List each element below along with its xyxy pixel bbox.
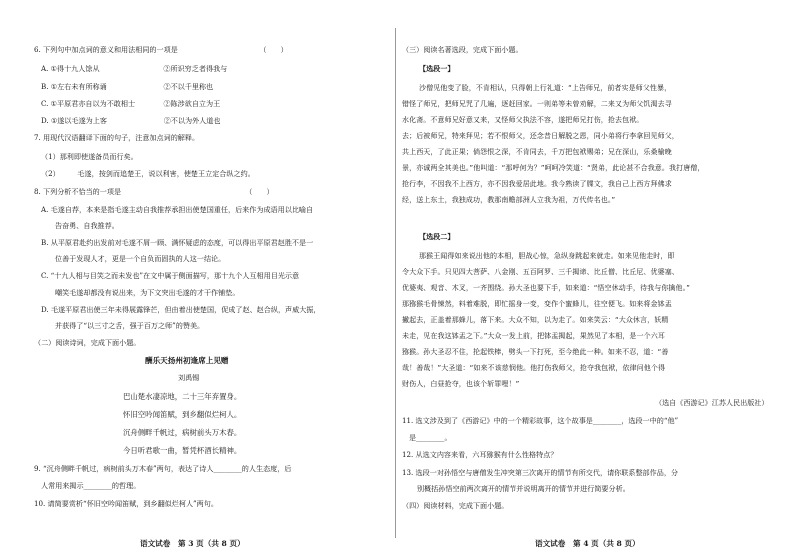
- excerpt-2-line: 令大众下手。只见四大菩萨、八金刚、五百阿罗、三千揭谛、比丘僧、比丘尼、优婆塞、: [402, 268, 679, 276]
- excerpt-1-label: 【选段一】: [419, 64, 455, 73]
- q6-stem: 6. 下列句中加点词的意义和用法相同的一项是 （ ）: [34, 45, 288, 54]
- q11-line-2: 是________。: [409, 433, 452, 442]
- excerpt-2-line: 撇起去，正盖着那蜂儿，落下来。大众不知，以为走了。如来笑云：“大众休言，妖精: [402, 316, 669, 324]
- q10-stem: 10. 请简要赏析“怀旧空吟闻笛赋，到乡翻似烂柯人”两句。: [34, 499, 218, 508]
- excerpt-2-line: 那猕猴毛骨悚然，料着难脱，即忙摇身一变，变作个蜜蜂儿，往空便飞。如来将金钵盂: [402, 300, 672, 308]
- q8-option-c-line1: C. “十九人相与目笑之而未发也”在文中属于侧面描写，那十九个人互相用目光示意: [41, 271, 300, 280]
- section-2-heading: （二）阅读诗词，完成下面小题。: [34, 338, 141, 347]
- q8-option-c-line2: 嘲笑毛遂却都没有说出来，为下文突出毛遂的才干作铺垫。: [55, 288, 240, 297]
- section-4-heading: （四）阅读材料，完成下面小题。: [402, 501, 509, 510]
- q8-option-b-line2: 位善于发现人才，更是一个自负而固执的人这一结论。: [55, 254, 226, 263]
- section-3-heading: （三）阅读名著选段，完成下面小题。: [402, 45, 523, 54]
- excerpt-2-line: 财伤人，白昼抢夺，也该个斩罪哩！”: [402, 380, 520, 388]
- page-footer-3: 语文试卷 第 3 页（共 8 页）: [140, 539, 245, 548]
- poem-line-4: 今日听君歌一曲，暂凭杯酒长精神。: [123, 446, 242, 455]
- excerpt-1-line: 抢行李，不因我不上西方，亦不因我爱居此地。我今熟读了牒文，我自己上西方拜佛求: [402, 180, 672, 188]
- q8-option-a-line1: A. 毛遂自荐，本来是指毛遂主动自我推荐承担出使楚国重任，后来作为成语用以比喻自: [41, 205, 314, 214]
- excerpt-2-line: 优婆夷、观音、木叉，一齐围绕。孙大圣也要下手，如来道：“悟空休动手，待我与你擒他。”: [402, 284, 690, 292]
- excerpt-1-line: 水化斋。不意师兄好意又来，又怪师父执法不容，遂把师兄打伤，抢去包袱。: [402, 116, 644, 124]
- excerpt-2-line: 那猴王闻得如来说出他的本相，胆战心惊，急纵身跳起来就走。如来见他走时，即: [419, 252, 675, 260]
- excerpt-2-line: 哉！善哉！”大圣道：“如来不该慈悯他。他打伤我师父，抢夺我包袱，依律问他个得: [402, 364, 666, 372]
- poem-line-3: 沉舟侧畔千帆过，病树前头万木春。: [123, 428, 242, 437]
- excerpt-1-line: 沙僧见他变了脸，不肯相认，只得朝上行礼道：“上告师兄，前者实是师父性暴，: [419, 84, 672, 92]
- excerpt-2-line: 未走，见在我这钵盂之下。”大众一发上前，把钵盂揭起，果然见了本相，是一个六耳: [402, 332, 665, 340]
- q8-option-a-line2: 告奋勇、自我推荐。: [55, 221, 119, 230]
- excerpt-1-line: 经，送上东土，我独成功，教那南赡部洲人立我为祖，万代传名也。”: [402, 196, 616, 204]
- q6-option-a: A. ①得十九人馀从 ②所识穷乏者得我与: [41, 64, 228, 73]
- q13-line-1: 13. 选段一对孙悟空与唐僧发生冲突第三次离开的情节有所交代，请你联系整部作品，分: [402, 468, 679, 477]
- exam-page-4: [397, 0, 794, 560]
- q11-line-1: 11. 选文涉及到了《西游记》中的一个精彩故事，这个故事是________，选段一中的“他”: [402, 416, 679, 425]
- excerpt-1-line: 去；后被师兄，特来拜见；若不恨师父，还念昔日解脱之恩，同小弟将行李拿回见师父，: [402, 132, 679, 140]
- page-divider: [395, 28, 396, 538]
- excerpt-1-line: 景，亦诚两全其美也。”他叫道：“那呼何为？”呵呵冷笑道：“贤弟，此论甚不合我意。我打唐僧，: [402, 164, 705, 172]
- excerpt-1-line: 共上西天，了此正果；倘怨恨之深，不肯同去，千万把包袱赐弟；兄在深山，乐桑榆晚: [402, 148, 672, 156]
- q7-stem: 7. 用现代汉语翻译下面的句子，注意加点词的解释。: [34, 133, 200, 142]
- poem-line-1: 巴山楚水凄凉地，二十三年弃置身。: [123, 392, 242, 401]
- page-footer-4: 语文试卷 第 4 页（共 8 页）: [535, 539, 640, 548]
- q9-line-2: 人常用来揭示________的哲理。: [41, 481, 141, 490]
- q7-sentence-1: （1）那利即使遂备员而行矣。: [41, 152, 138, 161]
- poem-title: 酬乐天扬州初逢席上见赠: [145, 356, 229, 365]
- q7-sentence-2: （2） 毛遂，按剑而追楚王，说以利害，使楚王立定合纵之约。: [41, 169, 255, 178]
- q8-stem: 8. 下列分析不恰当的一项是 （ ）: [34, 187, 274, 196]
- q12-stem: 12. 从选文内容来看，六耳猕猴有什么性格特点？: [402, 450, 558, 459]
- poem-line-2: 怀旧空吟闻笛赋，到乡翻似烂柯人。: [123, 410, 242, 419]
- poem-author: 刘禹锡: [178, 373, 200, 382]
- q13-line-2: 别概括孙悟空前两次离开的情节并说明离开的情节并进行简要分析。: [417, 484, 630, 493]
- excerpt-2-line: 猕猴。孙大圣忍不住，抡起铁棒，劈头一下打死，至今绝此一种。如来不忍，道：“善: [402, 348, 669, 356]
- q8-option-d-line2: 并获得了“以三寸之舌，强于百万之师”的赞美。: [55, 321, 205, 330]
- q8-option-b-line1: B. 从平原君赴约出发前对毛遂不屑一顾、满怀疑虑的态度，可以得出平原君赵胜不是一: [41, 238, 314, 247]
- q6-option-b: B. ①左右未有所称诵 ②不以千里称也: [41, 82, 214, 91]
- q6-option-d: D. ①遂以毛遂为上客 ②不以为外人道也: [41, 116, 221, 125]
- q8-option-d-line1: D. 毛遂平原君出使三年未得展露锋芒，但由着出使楚国，促成了赵、赵合纵，声威大振，: [41, 305, 321, 314]
- q9-line-1: 9. “沉舟侧畔千帆过，病树前头万木春”两句，表达了诗人________的人生态度，后: [34, 464, 292, 473]
- q6-option-c: C. ①平原君亦自以为不敢相士 ②陈涉欲自立为王: [41, 99, 221, 108]
- excerpt-1-line: 错怪了师兄，把师兄咒了几遍，逐赶回家。一则弟等未曾劝解，二来又为师父饥渴去寻: [402, 100, 672, 108]
- excerpt-source: （选自《西游记》江苏人民出版社）: [655, 398, 769, 407]
- excerpt-2-label: 【选段二】: [419, 232, 455, 241]
